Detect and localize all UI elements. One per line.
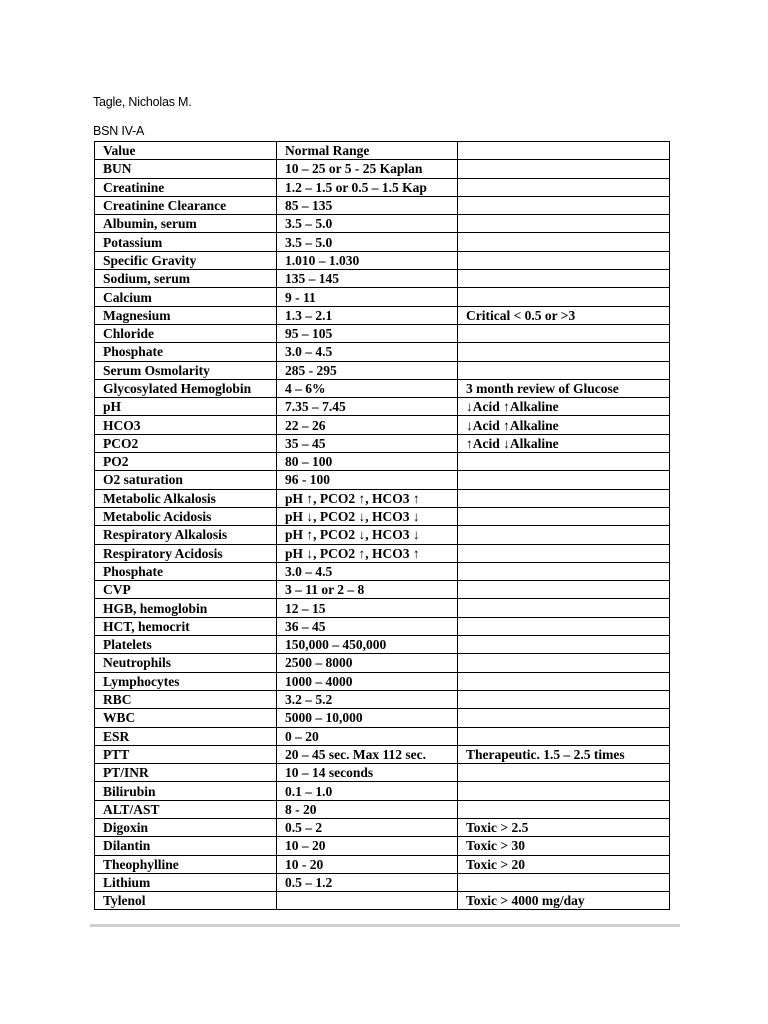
cell-value-name: Theophylline	[95, 855, 277, 873]
cell-normal-range: 5000 – 10,000	[277, 709, 458, 727]
cell-normal-range: 22 – 26	[277, 416, 458, 434]
cell-value-name: HCO3	[95, 416, 277, 434]
cell-note	[458, 599, 670, 617]
cell-value-name: Metabolic Alkalosis	[95, 489, 277, 507]
table-row	[95, 782, 670, 800]
cell-value-name: Phosphate	[95, 562, 277, 580]
table-row	[95, 196, 670, 214]
table-row	[95, 654, 670, 672]
table-row	[95, 416, 670, 434]
table-row	[95, 672, 670, 690]
table-header-row	[95, 142, 670, 160]
cell-value-name: WBC	[95, 709, 277, 727]
cell-normal-range: 1.2 – 1.5 or 0.5 – 1.5 Kap	[277, 178, 458, 196]
cell-normal-range: 3.0 – 4.5	[277, 343, 458, 361]
cell-normal-range: 1.3 – 2.1	[277, 306, 458, 324]
cell-note	[458, 727, 670, 745]
cell-value-name: O2 saturation	[95, 471, 277, 489]
cell-normal-range: 36 – 45	[277, 617, 458, 635]
cell-note: Therapeutic. 1.5 – 2.5 times	[458, 745, 670, 763]
cell-normal-range: 10 - 20	[277, 855, 458, 873]
table-row	[95, 727, 670, 745]
cell-value-name: Metabolic Acidosis	[95, 507, 277, 525]
table-row	[95, 507, 670, 525]
cell-note	[458, 654, 670, 672]
cell-value-name: Albumin, serum	[95, 215, 277, 233]
table-row	[95, 690, 670, 708]
cell-value-name: Creatinine Clearance	[95, 196, 277, 214]
cell-note	[458, 196, 670, 214]
cell-value-name: ALT/AST	[95, 800, 277, 818]
section-label: BSN IV-A	[93, 124, 145, 138]
cell-note	[458, 251, 670, 269]
cell-value-name: Calcium	[95, 288, 277, 306]
cell-value-name: Bilirubin	[95, 782, 277, 800]
cell-normal-range: 85 – 135	[277, 196, 458, 214]
cell-normal-range: 12 – 15	[277, 599, 458, 617]
cell-note	[458, 160, 670, 178]
cell-note: Critical < 0.5 or >3	[458, 306, 670, 324]
column-header-notes	[458, 142, 670, 160]
table-body	[95, 160, 670, 910]
cell-normal-range: 9 - 11	[277, 288, 458, 306]
cell-value-name: Tylenol	[95, 892, 277, 910]
cell-note	[458, 873, 670, 891]
cell-normal-range: 4 – 6%	[277, 379, 458, 397]
cell-value-name: Glycosylated Hemoglobin	[95, 379, 277, 397]
table-row	[95, 306, 670, 324]
cell-note: ↓Acid ↑Alkaline	[458, 398, 670, 416]
cell-note	[458, 471, 670, 489]
cell-note	[458, 270, 670, 288]
cell-note	[458, 544, 670, 562]
cell-note	[458, 507, 670, 525]
table-row	[95, 361, 670, 379]
table-row	[95, 453, 670, 471]
cell-normal-range: 10 – 25 or 5 - 25 Kaplan	[277, 160, 458, 178]
cell-normal-range: 3.2 – 5.2	[277, 690, 458, 708]
cell-value-name: Phosphate	[95, 343, 277, 361]
cell-note	[458, 288, 670, 306]
cell-value-name: ESR	[95, 727, 277, 745]
cell-note	[458, 690, 670, 708]
table-row	[95, 892, 670, 910]
table-row	[95, 745, 670, 763]
cell-value-name: HGB, hemoglobin	[95, 599, 277, 617]
table-row	[95, 471, 670, 489]
table-row	[95, 288, 670, 306]
cell-note	[458, 782, 670, 800]
table-row	[95, 251, 670, 269]
cell-note	[458, 453, 670, 471]
cell-note	[458, 617, 670, 635]
cell-note	[458, 233, 670, 251]
student-name: Tagle, Nicholas M.	[93, 95, 192, 109]
cell-value-name: Lithium	[95, 873, 277, 891]
cell-note	[458, 562, 670, 580]
cell-note	[458, 526, 670, 544]
table-row	[95, 544, 670, 562]
table-row	[95, 526, 670, 544]
table-row	[95, 855, 670, 873]
cell-value-name: Serum Osmolarity	[95, 361, 277, 379]
cell-value-name: Magnesium	[95, 306, 277, 324]
cell-value-name: RBC	[95, 690, 277, 708]
cell-normal-range: 3.0 – 4.5	[277, 562, 458, 580]
cell-value-name: Digoxin	[95, 818, 277, 836]
table-row	[95, 215, 670, 233]
cell-note: 3 month review of Glucose	[458, 379, 670, 397]
table-row	[95, 178, 670, 196]
cell-normal-range	[277, 892, 458, 910]
cell-value-name: Respiratory Acidosis	[95, 544, 277, 562]
cell-normal-range: pH ↑, PCO2 ↓, HCO3 ↓	[277, 526, 458, 544]
table-row	[95, 873, 670, 891]
cell-note: Toxic > 20	[458, 855, 670, 873]
cell-normal-range: pH ↓, PCO2 ↓, HCO3 ↓	[277, 507, 458, 525]
cell-value-name: BUN	[95, 160, 277, 178]
cell-normal-range: 3.5 – 5.0	[277, 233, 458, 251]
cell-note	[458, 178, 670, 196]
table-row	[95, 764, 670, 782]
cell-normal-range: 10 – 14 seconds	[277, 764, 458, 782]
cell-normal-range: 10 – 20	[277, 837, 458, 855]
cell-value-name: PT/INR	[95, 764, 277, 782]
table-row	[95, 489, 670, 507]
cell-note: Toxic > 2.5	[458, 818, 670, 836]
cell-note: ↑Acid ↓Alkaline	[458, 434, 670, 452]
table-row	[95, 270, 670, 288]
column-header-normal-range: Normal Range	[277, 142, 458, 160]
table-row	[95, 398, 670, 416]
cell-value-name: Platelets	[95, 636, 277, 654]
cell-normal-range: 0 – 20	[277, 727, 458, 745]
cell-normal-range: 80 – 100	[277, 453, 458, 471]
cell-normal-range: 20 – 45 sec. Max 112 sec.	[277, 745, 458, 763]
cell-normal-range: 96 - 100	[277, 471, 458, 489]
table-row	[95, 324, 670, 342]
cell-value-name: CVP	[95, 581, 277, 599]
table-row	[95, 709, 670, 727]
cell-note: ↓Acid ↑Alkaline	[458, 416, 670, 434]
cell-normal-range: 2500 – 8000	[277, 654, 458, 672]
cell-note	[458, 709, 670, 727]
cell-normal-range: 35 – 45	[277, 434, 458, 452]
cell-value-name: Sodium, serum	[95, 270, 277, 288]
cell-normal-range: 285 - 295	[277, 361, 458, 379]
cell-note	[458, 361, 670, 379]
cell-note: Toxic > 30	[458, 837, 670, 855]
cell-note	[458, 343, 670, 361]
cell-note	[458, 764, 670, 782]
table-row	[95, 818, 670, 836]
cell-normal-range: 1.010 – 1.030	[277, 251, 458, 269]
cell-value-name: HCT, hemocrit	[95, 617, 277, 635]
table-row	[95, 343, 670, 361]
cell-normal-range: 0.5 – 2	[277, 818, 458, 836]
table-row	[95, 800, 670, 818]
table-row	[95, 379, 670, 397]
table-row	[95, 160, 670, 178]
cell-normal-range: 3 – 11 or 2 – 8	[277, 581, 458, 599]
table-row	[95, 581, 670, 599]
cell-normal-range: 8 - 20	[277, 800, 458, 818]
cell-note	[458, 489, 670, 507]
cell-value-name: Specific Gravity	[95, 251, 277, 269]
cell-normal-range: 3.5 – 5.0	[277, 215, 458, 233]
cell-value-name: Neutrophils	[95, 654, 277, 672]
cell-normal-range: 135 – 145	[277, 270, 458, 288]
cell-value-name: Dilantin	[95, 837, 277, 855]
cell-value-name: Lymphocytes	[95, 672, 277, 690]
cell-value-name: PTT	[95, 745, 277, 763]
table-row	[95, 599, 670, 617]
table-row	[95, 837, 670, 855]
cell-value-name: pH	[95, 398, 277, 416]
cell-normal-range: pH ↑, PCO2 ↑, HCO3 ↑	[277, 489, 458, 507]
cell-value-name: Creatinine	[95, 178, 277, 196]
cell-value-name: Potassium	[95, 233, 277, 251]
cell-normal-range: 95 – 105	[277, 324, 458, 342]
cell-value-name: PCO2	[95, 434, 277, 452]
column-header-value: Value	[95, 142, 277, 160]
cell-note	[458, 672, 670, 690]
table-row	[95, 617, 670, 635]
cell-value-name: Respiratory Alkalosis	[95, 526, 277, 544]
cell-normal-range: 0.5 – 1.2	[277, 873, 458, 891]
table-row	[95, 434, 670, 452]
cell-value-name: PO2	[95, 453, 277, 471]
table-row	[95, 636, 670, 654]
cell-note	[458, 324, 670, 342]
cell-normal-range: 1000 – 4000	[277, 672, 458, 690]
lab-values-table	[94, 141, 670, 910]
cell-note	[458, 636, 670, 654]
page-bottom-edge	[90, 924, 680, 927]
cell-note: Toxic > 4000 mg/day	[458, 892, 670, 910]
cell-normal-range: 0.1 – 1.0	[277, 782, 458, 800]
cell-value-name: Chloride	[95, 324, 277, 342]
table-row	[95, 233, 670, 251]
cell-normal-range: 150,000 – 450,000	[277, 636, 458, 654]
cell-normal-range: pH ↓, PCO2 ↑, HCO3 ↑	[277, 544, 458, 562]
table-row	[95, 562, 670, 580]
cell-note	[458, 800, 670, 818]
cell-normal-range: 7.35 – 7.45	[277, 398, 458, 416]
cell-note	[458, 215, 670, 233]
cell-note	[458, 581, 670, 599]
